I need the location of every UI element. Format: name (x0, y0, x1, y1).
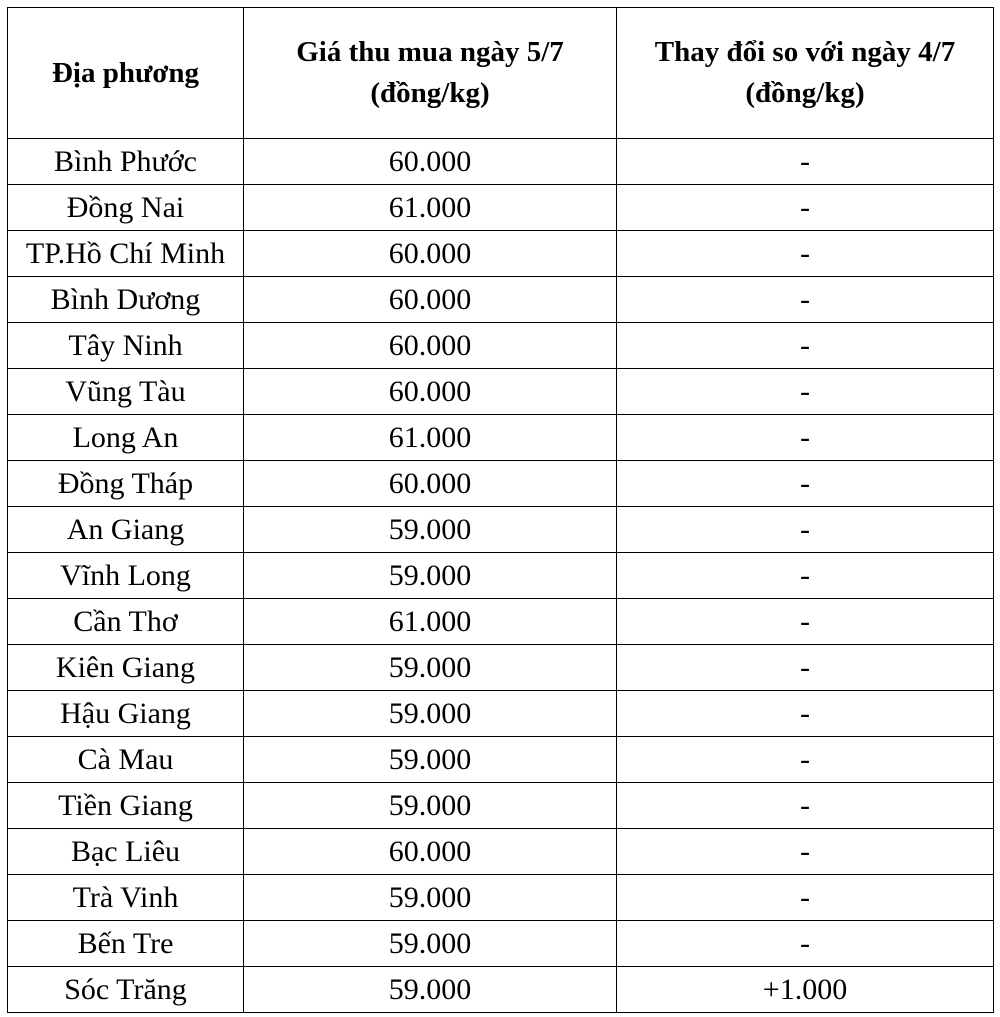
price-cell: 59.000 (244, 507, 617, 553)
table-row (8, 461, 994, 507)
price-cell: 59.000 (244, 783, 617, 829)
region-cell: Vũng Tàu (8, 369, 244, 415)
header-price-line1: Giá thu mua ngày 5/7 (296, 36, 564, 69)
header-region (8, 8, 244, 139)
table-row (8, 967, 994, 1013)
table-row (8, 323, 994, 369)
price-cell: 60.000 (244, 323, 617, 369)
change-cell: - (617, 737, 994, 783)
region-cell: Bình Phước (8, 139, 244, 185)
change-cell: - (617, 415, 994, 461)
region-cell: Kiên Giang (8, 645, 244, 691)
price-cell: 61.000 (244, 185, 617, 231)
header-change (617, 8, 994, 139)
table-row (8, 139, 994, 185)
header-change-line1: Thay đổi so với ngày 4/7 (654, 36, 956, 69)
region-cell: Sóc Trăng (8, 967, 244, 1013)
table-row (8, 185, 994, 231)
header-region-label: Địa phương (51, 56, 200, 89)
region-cell: Vĩnh Long (8, 553, 244, 599)
region-cell: Tiền Giang (8, 783, 244, 829)
region-cell: Đồng Tháp (8, 461, 244, 507)
header-change-line2: (đồng/kg) (745, 77, 865, 109)
price-cell: 59.000 (244, 967, 617, 1013)
price-cell: 61.000 (244, 599, 617, 645)
table-row (8, 783, 994, 829)
region-cell: Bạc Liêu (8, 829, 244, 875)
change-cell: - (617, 829, 994, 875)
price-cell: 59.000 (244, 645, 617, 691)
region-cell: TP.Hồ Chí Minh (8, 231, 244, 277)
change-cell: - (617, 783, 994, 829)
table-row (8, 737, 994, 783)
table-row (8, 645, 994, 691)
header-price (244, 8, 617, 139)
region-cell: Long An (8, 415, 244, 461)
table-row (8, 231, 994, 277)
change-cell: - (617, 507, 994, 553)
table-row (8, 921, 994, 967)
price-cell: 59.000 (244, 737, 617, 783)
price-cell: 61.000 (244, 415, 617, 461)
region-cell: Bình Dương (8, 277, 244, 323)
price-cell: 59.000 (244, 691, 617, 737)
price-cell: 60.000 (244, 829, 617, 875)
change-cell: - (617, 323, 994, 369)
change-cell: - (617, 139, 994, 185)
change-cell: - (617, 185, 994, 231)
header-price-line2: (đồng/kg) (370, 77, 490, 109)
price-cell: 60.000 (244, 277, 617, 323)
region-cell: Cần Thơ (8, 599, 244, 645)
table-row (8, 599, 994, 645)
change-cell: - (617, 921, 994, 967)
region-cell: Trà Vinh (8, 875, 244, 921)
table-row (8, 691, 994, 737)
table-body (8, 139, 994, 1013)
price-cell: 60.000 (244, 231, 617, 277)
price-cell: 59.000 (244, 553, 617, 599)
change-cell: - (617, 277, 994, 323)
table-row (8, 415, 994, 461)
price-cell: 59.000 (244, 921, 617, 967)
table-row (8, 277, 994, 323)
change-cell: - (617, 461, 994, 507)
change-cell: - (617, 691, 994, 737)
table-row (8, 875, 994, 921)
change-cell: - (617, 599, 994, 645)
region-cell: Đồng Nai (8, 185, 244, 231)
change-cell: +1.000 (617, 967, 994, 1013)
price-cell: 59.000 (244, 875, 617, 921)
change-cell: - (617, 645, 994, 691)
price-cell: 60.000 (244, 369, 617, 415)
region-cell: Bến Tre (8, 921, 244, 967)
region-cell: Cà Mau (8, 737, 244, 783)
header-row (8, 8, 994, 139)
region-cell: An Giang (8, 507, 244, 553)
region-cell: Hậu Giang (8, 691, 244, 737)
change-cell: - (617, 875, 994, 921)
price-cell: 60.000 (244, 139, 617, 185)
price-table (7, 7, 994, 1013)
change-cell: - (617, 553, 994, 599)
region-cell: Tây Ninh (8, 323, 244, 369)
table-row (8, 553, 994, 599)
change-cell: - (617, 369, 994, 415)
table-row (8, 369, 994, 415)
table-row (8, 829, 994, 875)
table-header (8, 8, 994, 139)
change-cell: - (617, 231, 994, 277)
price-cell: 60.000 (244, 461, 617, 507)
table-row (8, 507, 994, 553)
